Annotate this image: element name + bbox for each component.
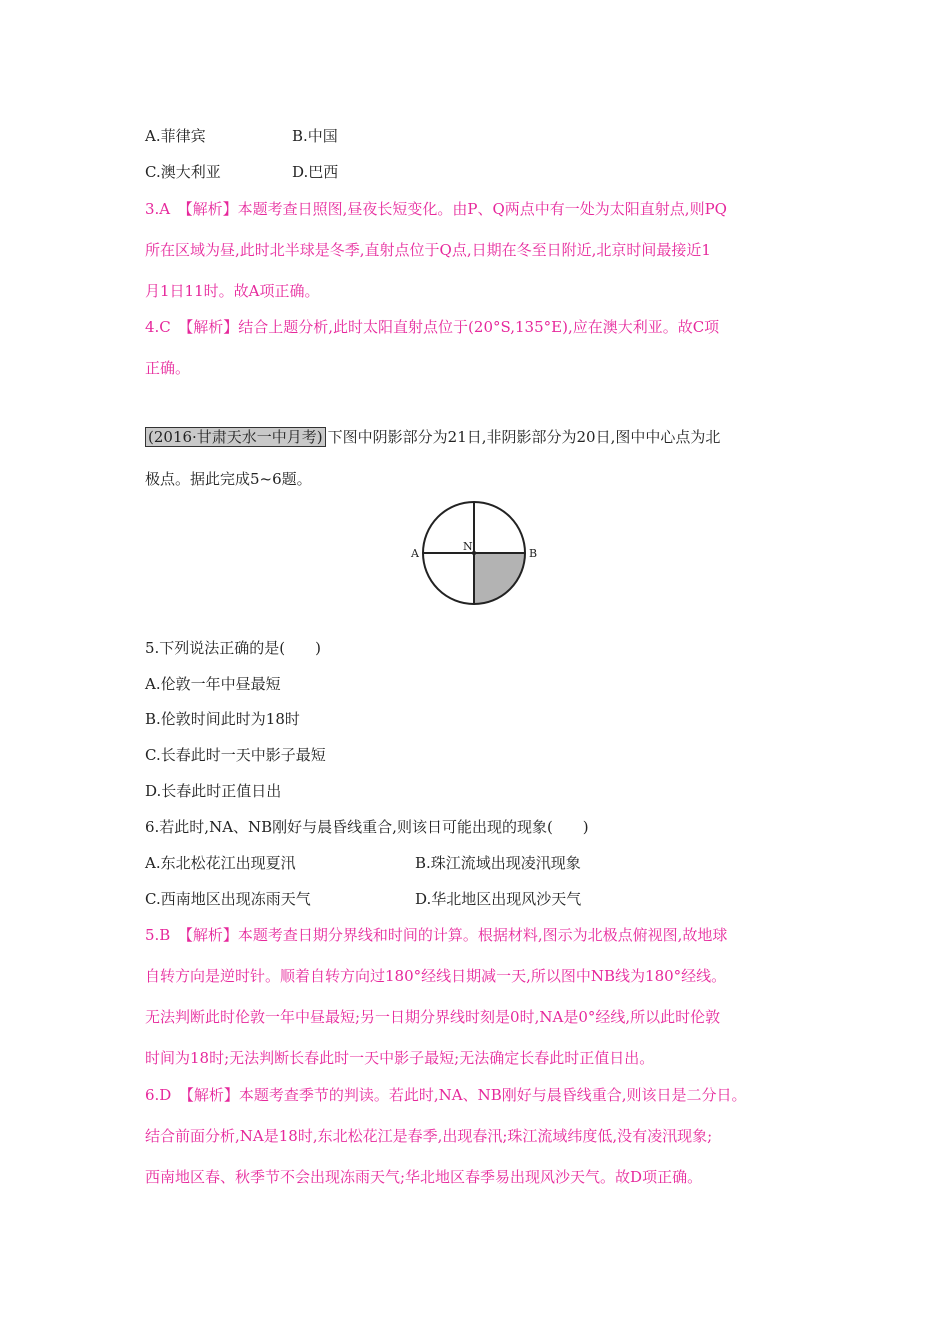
q6-stem: 6.若此时,NA、NB刚好与晨昏线重合,则该日可能出现的现象( ) — [145, 818, 589, 836]
q5-option-d: D.长春此时正值日出 — [145, 782, 282, 800]
analysis-4-line-2: 正确。 — [145, 359, 191, 377]
source-tag: (2016·甘肃天水一中月考) — [145, 427, 326, 447]
analysis-5-line-1: 5.B 【解析】本题考查日期分界线和时间的计算。根据材料,图示为北极点俯视图,故地球 — [145, 926, 728, 944]
label-n: N — [463, 540, 473, 553]
analysis-5-line-4: 时间为18时;无法判断长春此时一天中影子最短;无法确定长春此时正值日出。 — [145, 1049, 655, 1067]
intro-text: 下图中阴影部分为21日,非阴影部分为20日,图中中心点为北 — [327, 428, 721, 446]
q5-stem: 5.下列说法正确的是( ) — [145, 639, 322, 657]
q6-option-b: B.珠江流域出现凌汛现象 — [415, 854, 581, 872]
analysis-3-line-1: 3.A 【解析】本题考查日照图,昼夜长短变化。由P、Q两点中有一处为太阳直射点,则PQ — [145, 200, 727, 218]
q6-option-d: D.华北地区出现风沙天气 — [415, 890, 582, 908]
polar-diagram — [405, 497, 550, 612]
analysis-5-line-2: 自转方向是逆时针。顺着自转方向过180°经线日期减一天,所以图中NB线为180°经线。 — [145, 967, 727, 985]
q6-option-a: A.东北松花江出现夏汛 — [145, 854, 296, 872]
analysis-6-line-1: 6.D 【解析】本题考查季节的判读。若此时,NA、NB刚好与晨昏线重合,则该日是二分日。 — [145, 1086, 747, 1104]
intro-line-2: 极点。据此完成5~6题。 — [145, 470, 312, 488]
analysis-3-line-3: 月1日11时。故A项正确。 — [145, 282, 320, 300]
q2-option-a: A.菲律宾 — [145, 127, 206, 145]
q5-option-a: A.伦敦一年中昼最短 — [145, 675, 281, 693]
analysis-6-line-2: 结合前面分析,NA是18时,东北松花江是春季,出现春汛;珠江流域纬度低,没有凌汛现象; — [145, 1127, 713, 1145]
intro-line-1 — [145, 427, 720, 447]
q2-option-c: C.澳大利亚 — [145, 163, 221, 181]
label-b: B — [529, 547, 538, 560]
analysis-4-line-1: 4.C 【解析】结合上题分析,此时太阳直射点位于(20°S,135°E),应在澳大利亚。故C项 — [145, 318, 720, 336]
label-a: A — [411, 547, 419, 560]
q6-option-c: C.西南地区出现冻雨天气 — [145, 890, 311, 908]
analysis-6-line-3: 西南地区春、秋季节不会出现冻雨天气;华北地区春季易出现风沙天气。故D项正确。 — [145, 1168, 703, 1186]
q5-option-c: C.长春此时一天中影子最短 — [145, 746, 326, 764]
q2-option-b: B.中国 — [292, 127, 338, 145]
q2-option-d: D.巴西 — [292, 163, 339, 181]
analysis-3-line-2: 所在区域为昼,此时北半球是冬季,直射点位于Q点,日期在冬至日附近,北京时间最接近1 — [145, 241, 711, 259]
q5-option-b: B.伦敦时间此时为18时 — [145, 710, 300, 728]
analysis-5-line-3: 无法判断此时伦敦一年中昼最短;另一日期分界线时刻是0时,NA是0°经线,所以此时伦敦 — [145, 1008, 721, 1026]
